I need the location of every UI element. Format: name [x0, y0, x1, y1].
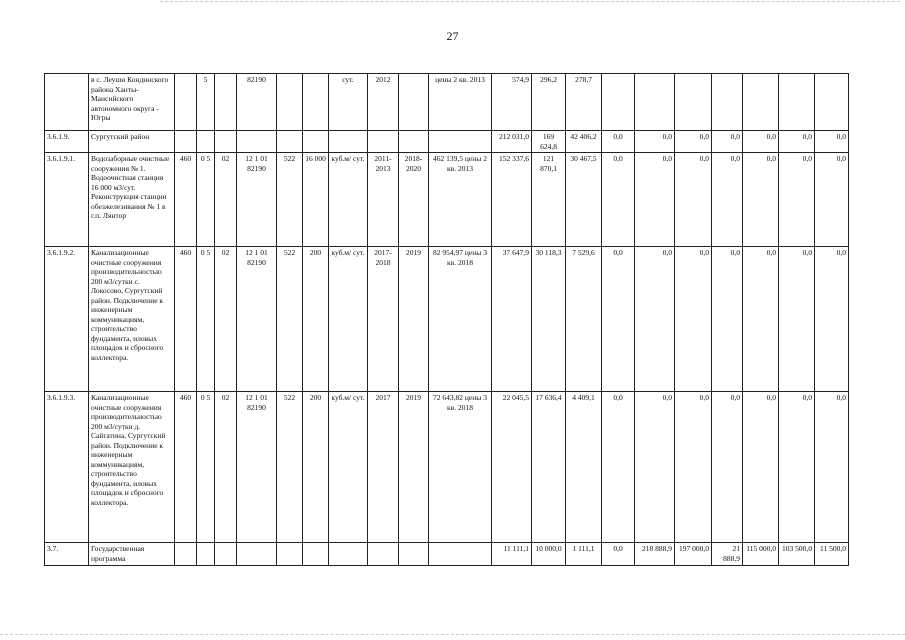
value-cell: 296,2	[532, 74, 566, 131]
cost-cell: 72 643,82 цены 3 кв. 2018	[429, 392, 492, 543]
value-cell: 218 888,9	[635, 543, 675, 566]
year-end-cell	[399, 131, 429, 153]
value-cell: 21 888,9	[712, 543, 743, 566]
table-row	[45, 247, 849, 392]
value-cell	[712, 74, 743, 131]
value-cell: 1 111,1	[566, 543, 602, 566]
cost-cell: 82 954,97 цены 3 кв. 2018	[429, 247, 492, 392]
capacity-cell: 200	[303, 247, 329, 392]
code-cell: 02	[215, 153, 237, 247]
value-cell: 103 500,0	[779, 543, 815, 566]
unit-cell	[329, 131, 368, 153]
capacity-cell	[303, 74, 329, 131]
value-cell: 0,0	[602, 392, 635, 543]
page-number: 27	[446, 29, 459, 43]
year-start-cell	[368, 543, 399, 566]
value-cell: 10 000,0	[532, 543, 566, 566]
value-cell: 0,0	[779, 247, 815, 392]
value-cell: 7 529,6	[566, 247, 602, 392]
table-row	[45, 74, 849, 131]
code-cell	[197, 131, 215, 153]
value-cell: 11 111,1	[492, 543, 532, 566]
value-cell: 169 624,8	[532, 131, 566, 153]
code-cell: 5	[197, 74, 215, 131]
code-cell: 460	[175, 247, 197, 392]
row-code-cell: 3.6.1.9.1.	[45, 153, 89, 247]
value-cell: 0,0	[712, 392, 743, 543]
cost-cell: цены 2 кв. 2013	[429, 74, 492, 131]
code-cell: 82190	[237, 74, 277, 131]
value-cell: 212 031,0	[492, 131, 532, 153]
row-code-cell	[45, 74, 89, 131]
value-cell: 0,0	[743, 392, 779, 543]
code-cell	[215, 543, 237, 566]
value-cell: 0,0	[602, 543, 635, 566]
row-name-cell: Государственная программа	[89, 543, 175, 566]
value-cell: 22 045,5	[492, 392, 532, 543]
value-cell: 0,0	[712, 247, 743, 392]
value-cell: 152 337,6	[492, 153, 532, 247]
value-cell: 11 500,0	[815, 543, 849, 566]
code-cell: 460	[175, 153, 197, 247]
value-cell: 0,0	[635, 392, 675, 543]
code-cell: 460	[175, 392, 197, 543]
cost-cell: 462 139,5 цены 2 кв. 2013	[429, 153, 492, 247]
row-name-cell: Сургутский район	[89, 131, 175, 153]
code-cell	[277, 74, 303, 131]
year-start-cell: 2011-2013	[368, 153, 399, 247]
value-cell: 0,0	[712, 131, 743, 153]
value-cell: 0,0	[779, 392, 815, 543]
table-row	[45, 543, 849, 566]
value-cell: 0,0	[635, 153, 675, 247]
investment-table	[44, 73, 849, 566]
capacity-cell: 16 000	[303, 153, 329, 247]
value-cell: 17 636,4	[532, 392, 566, 543]
code-cell: 12 1 01 82190	[237, 392, 277, 543]
code-cell: 12 1 01 82190	[237, 247, 277, 392]
code-cell	[175, 131, 197, 153]
year-end-cell: 2019	[399, 247, 429, 392]
cost-cell	[429, 543, 492, 566]
unit-cell: куб.м/ сут.	[329, 153, 368, 247]
table-row	[45, 131, 849, 153]
code-cell	[277, 131, 303, 153]
code-cell	[237, 543, 277, 566]
value-cell: 37 647,9	[492, 247, 532, 392]
row-code-cell: 3.6.1.9.3.	[45, 392, 89, 543]
code-cell	[277, 543, 303, 566]
value-cell: 0,0	[675, 153, 712, 247]
value-cell: 278,7	[566, 74, 602, 131]
year-end-cell	[399, 543, 429, 566]
value-cell: 0,0	[675, 131, 712, 153]
value-cell: 0,0	[675, 392, 712, 543]
code-cell: 0 5	[197, 153, 215, 247]
row-code-cell: 3.6.1.9.2.	[45, 247, 89, 392]
code-cell	[175, 543, 197, 566]
row-code-cell: 3.7.	[45, 543, 89, 566]
table-row	[45, 153, 849, 247]
year-end-cell: 2018-2020	[399, 153, 429, 247]
value-cell	[602, 74, 635, 131]
scan-artifact-top	[160, 1, 900, 2]
value-cell: 0,0	[743, 153, 779, 247]
year-end-cell: 2019	[399, 392, 429, 543]
row-name-cell: Канализационные очистные сооружения производительностью 200 м3/сутки д. Сайгатина, Сургутский район. Подключение к инженерным коммуникациям, строительство фундамента, иловых площадок и сбросного коллектора.	[89, 392, 175, 543]
value-cell: 30 118,3	[532, 247, 566, 392]
value-cell	[635, 74, 675, 131]
value-cell	[815, 74, 849, 131]
value-cell: 42 406,2	[566, 131, 602, 153]
row-name-cell: Канализационные очистные сооружения производительностью 200 м3/сутки с. Локосово, Сургутский район. Подключение к инженерным коммуникациям, строительство фундамента, иловых площадок и сбросного коллектора.	[89, 247, 175, 392]
value-cell: 0,0	[815, 392, 849, 543]
capacity-cell	[303, 131, 329, 153]
code-cell: 522	[277, 247, 303, 392]
code-cell: 522	[277, 392, 303, 543]
value-cell	[675, 74, 712, 131]
value-cell: 0,0	[602, 247, 635, 392]
value-cell: 0,0	[743, 131, 779, 153]
code-cell	[237, 131, 277, 153]
value-cell: 30 467,5	[566, 153, 602, 247]
value-cell: 115 000,0	[743, 543, 779, 566]
value-cell: 0,0	[815, 131, 849, 153]
year-start-cell: 2017	[368, 392, 399, 543]
capacity-cell	[303, 543, 329, 566]
value-cell: 0,0	[635, 131, 675, 153]
code-cell	[215, 74, 237, 131]
code-cell	[197, 543, 215, 566]
unit-cell: куб.м/ сут.	[329, 392, 368, 543]
year-start-cell: 2012	[368, 74, 399, 131]
value-cell: 0,0	[712, 153, 743, 247]
value-cell: 0,0	[635, 247, 675, 392]
value-cell: 0,0	[602, 131, 635, 153]
row-code-cell: 3.6.1.9.	[45, 131, 89, 153]
value-cell: 0,0	[815, 153, 849, 247]
value-cell: 121 870,1	[532, 153, 566, 247]
code-cell: 0 5	[197, 247, 215, 392]
value-cell: 0,0	[602, 153, 635, 247]
value-cell	[779, 74, 815, 131]
value-cell: 197 000,0	[675, 543, 712, 566]
capacity-cell: 200	[303, 392, 329, 543]
value-cell: 4 409,1	[566, 392, 602, 543]
code-cell: 12 1 01 82190	[237, 153, 277, 247]
value-cell: 0,0	[779, 131, 815, 153]
code-cell	[215, 131, 237, 153]
unit-cell: сут.	[329, 74, 368, 131]
table-row	[45, 392, 849, 543]
year-end-cell	[399, 74, 429, 131]
value-cell: 0,0	[815, 247, 849, 392]
unit-cell	[329, 543, 368, 566]
code-cell	[175, 74, 197, 131]
row-name-cell: в с. Леуши Кондинского района Ханты-Мансийского автономного округа - Югры	[89, 74, 175, 131]
value-cell: 574,9	[492, 74, 532, 131]
cost-cell	[429, 131, 492, 153]
code-cell: 02	[215, 392, 237, 543]
code-cell: 02	[215, 247, 237, 392]
scan-artifact-bottom	[0, 634, 905, 635]
value-cell: 0,0	[675, 247, 712, 392]
code-cell: 522	[277, 153, 303, 247]
value-cell: 0,0	[779, 153, 815, 247]
unit-cell: куб.м/ сут.	[329, 247, 368, 392]
value-cell: 0,0	[743, 247, 779, 392]
row-name-cell: Водозаборные очистные сооружения № 1. Водоочистная станция 16 000 м3/сут. Реконструкция станции обезжелезивания № 1 в г.п. Лянтор	[89, 153, 175, 247]
year-start-cell: 2017-2018	[368, 247, 399, 392]
code-cell: 0 5	[197, 392, 215, 543]
year-start-cell	[368, 131, 399, 153]
value-cell	[743, 74, 779, 131]
